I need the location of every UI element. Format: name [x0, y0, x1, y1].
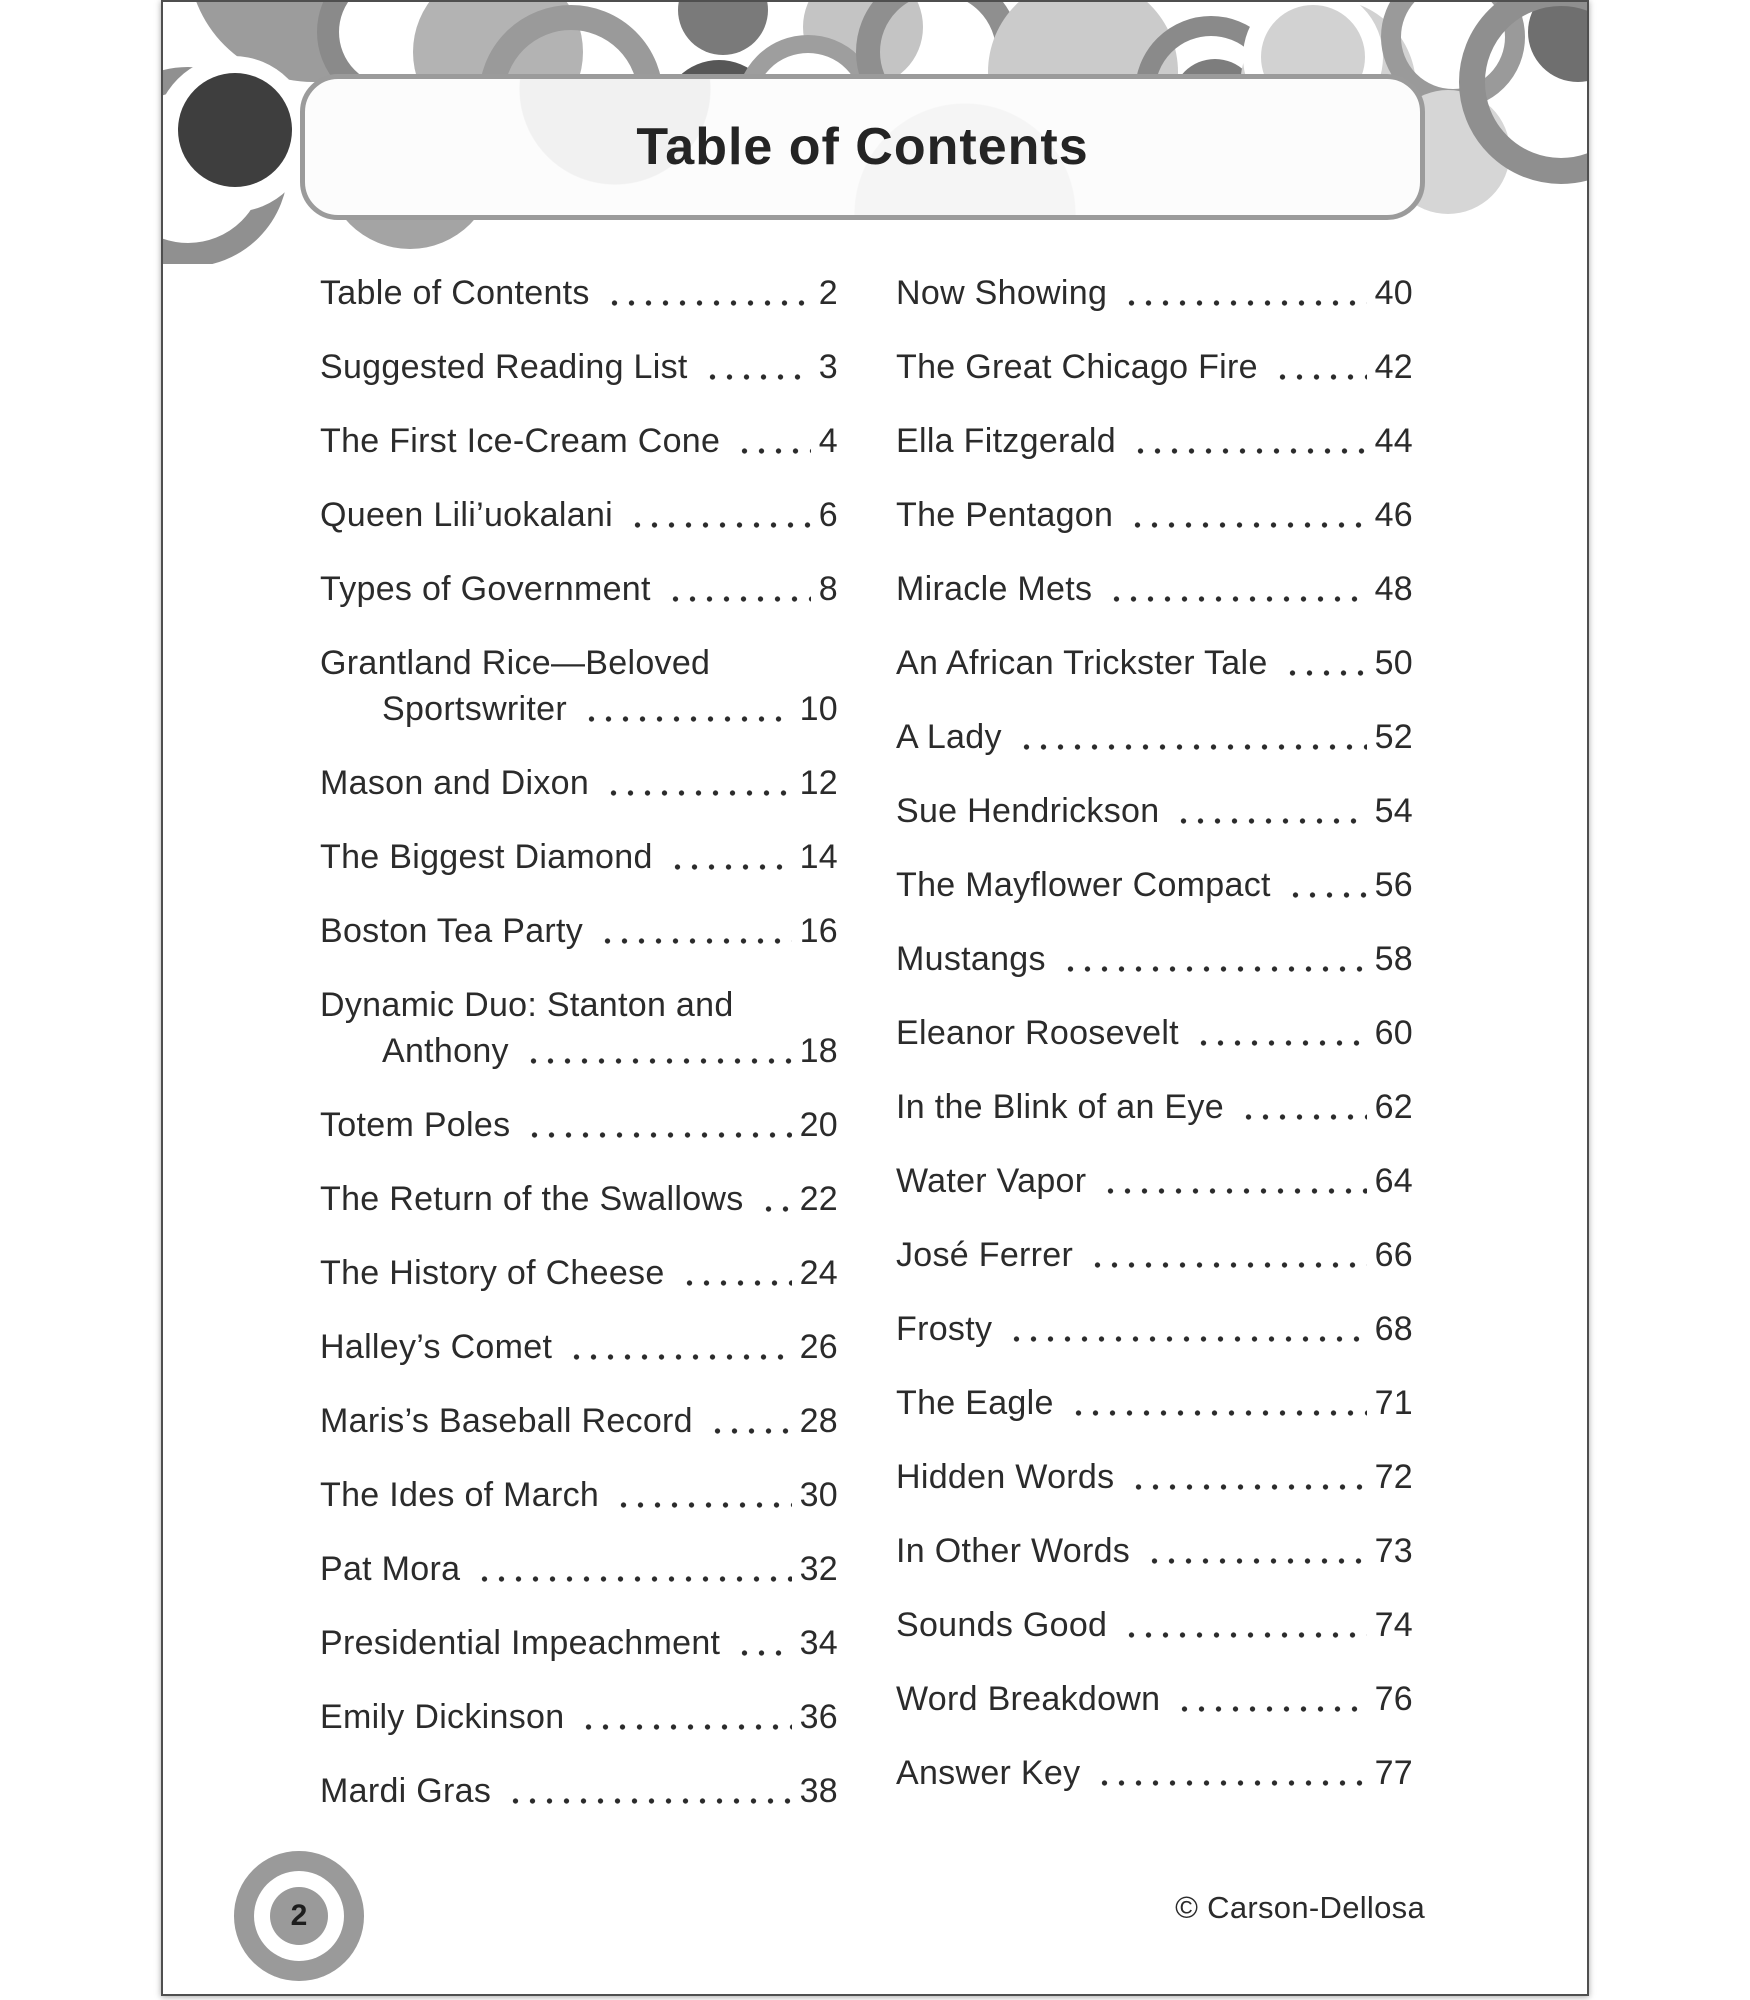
toc-entry-label: Anthony — [382, 1032, 509, 1070]
toc-entry — [320, 643, 838, 684]
toc-entry — [896, 1605, 1413, 1646]
toc-page-number: 54 — [1374, 792, 1413, 830]
toc-dot-leader — [1126, 1457, 1366, 1498]
toc-dot-leader — [579, 689, 792, 730]
toc-dot-leader — [1004, 1309, 1366, 1350]
page-number-badge — [270, 1887, 328, 1945]
toc-entry — [896, 717, 1413, 758]
toc-entry-label: The Pentagon — [896, 496, 1114, 534]
toc-entry-label: Sue Hendrickson — [896, 792, 1160, 830]
toc-page-number: 12 — [799, 764, 838, 802]
toc-dot-leader — [756, 1179, 792, 1220]
toc-dot-leader — [1119, 1605, 1366, 1646]
toc-page-number: 28 — [799, 1402, 838, 1440]
toc-entry-label: Hidden Words — [896, 1458, 1115, 1496]
toc-entry — [896, 1457, 1413, 1498]
toc-page-number: 52 — [1374, 718, 1413, 756]
toc-entry-label: Totem Poles — [320, 1106, 511, 1144]
toc-entry-label: Pat Mora — [320, 1550, 461, 1588]
toc-dot-leader — [472, 1549, 791, 1590]
toc-entry — [896, 1235, 1413, 1276]
toc-entry-label: Halley’s Comet — [320, 1328, 553, 1366]
toc-entry-label: The Ides of March — [320, 1476, 600, 1514]
toc-dot-leader — [625, 495, 811, 536]
toc-dot-leader — [503, 1771, 791, 1812]
toc-page-number: 50 — [1374, 644, 1413, 682]
toc-dot-leader — [732, 1623, 791, 1664]
toc-page-number: 71 — [1374, 1384, 1413, 1422]
toc-page-number: 14 — [799, 838, 838, 876]
page-title: Table of Contents — [636, 118, 1089, 176]
toc-entry-label: Queen Lili’uokalani — [320, 496, 614, 534]
toc-dot-leader — [1119, 273, 1366, 314]
toc-entry — [896, 1383, 1413, 1424]
toc-page-number: 30 — [799, 1476, 838, 1514]
toc-entry-label: Sounds Good — [896, 1606, 1108, 1644]
toc-entry-label: Emily Dickinson — [320, 1698, 565, 1736]
title-box — [300, 74, 1425, 220]
toc-entry-label: In the Blink of an Eye — [896, 1088, 1224, 1126]
toc-entry-label: The First Ice-Cream Cone — [320, 422, 721, 460]
toc-entry — [320, 1253, 838, 1294]
toc-entry — [320, 347, 838, 388]
toc-dot-leader — [1125, 495, 1366, 536]
toc-entry-label: Now Showing — [896, 274, 1108, 312]
toc-dot-leader — [663, 569, 811, 610]
toc-page-number: 72 — [1374, 1458, 1413, 1496]
toc-entry — [320, 911, 838, 952]
toc-page-number: 56 — [1374, 866, 1413, 904]
toc-page-number: 40 — [1374, 274, 1413, 312]
toc-dot-leader — [1066, 1383, 1367, 1424]
toc-dot-leader — [1014, 717, 1367, 758]
toc-entry-label: Eleanor Roosevelt — [896, 1014, 1179, 1052]
toc-page-number: 18 — [799, 1032, 838, 1070]
toc-page-number: 44 — [1374, 422, 1413, 460]
toc-dot-leader — [1092, 1753, 1366, 1794]
toc-page-number: 22 — [799, 1180, 838, 1218]
toc-entry — [320, 495, 838, 536]
toc-page-number: 6 — [818, 496, 838, 534]
toc-page-number: 77 — [1374, 1754, 1413, 1792]
toc-dot-leader — [1142, 1531, 1366, 1572]
decor-circle — [178, 73, 292, 187]
toc-entry-label: Presidential Impeachment — [320, 1624, 721, 1662]
toc-page-number: 48 — [1374, 570, 1413, 608]
toc-entry-label: José Ferrer — [896, 1236, 1074, 1274]
toc-page-number: 73 — [1374, 1532, 1413, 1570]
toc-entry — [896, 1753, 1413, 1794]
toc-page-number: 32 — [799, 1550, 838, 1588]
toc-entry-label: The History of Cheese — [320, 1254, 665, 1292]
toc-page-number: 24 — [799, 1254, 838, 1292]
toc-entry-label: The Eagle — [896, 1384, 1054, 1422]
toc-entry-label: Ella Fitzgerald — [896, 422, 1116, 460]
toc-page-number: 74 — [1374, 1606, 1413, 1644]
toc-entry-continued — [320, 689, 838, 730]
toc-column-left — [320, 273, 838, 1845]
toc-entry-label: Boston Tea Party — [320, 912, 584, 950]
toc-dot-leader — [611, 1475, 791, 1516]
toc-entry — [320, 1771, 838, 1812]
toc-entry — [896, 347, 1413, 388]
toc-page-number: 26 — [799, 1328, 838, 1366]
toc-page-number: 20 — [799, 1106, 838, 1144]
decor-circle — [678, 2, 768, 55]
toc-page-number: 68 — [1374, 1310, 1413, 1348]
toc-page-number: 62 — [1374, 1088, 1413, 1126]
toc-entry — [320, 569, 838, 610]
toc-entry — [896, 273, 1413, 314]
toc-entry — [320, 985, 838, 1026]
toc-dot-leader — [700, 347, 811, 388]
toc-page-number: 16 — [799, 912, 838, 950]
toc-entry-label: Water Vapor — [896, 1162, 1087, 1200]
toc-entry — [896, 939, 1413, 980]
toc-dot-leader — [601, 763, 791, 804]
toc-entry-label: Table of Contents — [320, 274, 590, 312]
toc-page-number: 66 — [1374, 1236, 1413, 1274]
toc-dot-leader — [705, 1401, 792, 1442]
book-page — [161, 0, 1589, 1996]
toc-entry — [320, 421, 838, 462]
toc-dot-leader — [1104, 569, 1366, 610]
toc-dot-leader — [665, 837, 792, 878]
toc-page-number: 2 — [818, 274, 838, 312]
toc-entry — [320, 1179, 838, 1220]
toc-dot-leader — [1058, 939, 1367, 980]
toc-entry-continued — [320, 1031, 838, 1072]
toc-entry-label: In Other Words — [896, 1532, 1131, 1570]
toc-dot-leader — [595, 911, 791, 952]
toc-page-number: 76 — [1374, 1680, 1413, 1718]
toc-dot-leader — [1172, 1679, 1366, 1720]
toc-entry-label: Dynamic Duo: Stanton and — [320, 986, 734, 1024]
toc-entry — [320, 1623, 838, 1664]
toc-entry-label: Sportswriter — [382, 690, 567, 728]
toc-entry-label: Word Breakdown — [896, 1680, 1161, 1718]
copyright-notice: © Carson-Dellosa — [1175, 1890, 1425, 1925]
toc-page-number: 8 — [818, 570, 838, 608]
toc-dot-leader — [732, 421, 811, 462]
toc-entry — [896, 643, 1413, 684]
toc-entry — [320, 1549, 838, 1590]
toc-entry-label: An African Trickster Tale — [896, 644, 1268, 682]
toc-dot-leader — [564, 1327, 791, 1368]
toc-entry-label: A Lady — [896, 718, 1002, 756]
toc-page-number: 3 — [818, 348, 838, 386]
toc-entry — [896, 865, 1413, 906]
toc-entry-label: The Great Chicago Fire — [896, 348, 1258, 386]
toc-entry-label: Mardi Gras — [320, 1772, 492, 1810]
toc-dot-leader — [1128, 421, 1367, 462]
toc-entry-label: Miracle Mets — [896, 570, 1093, 608]
toc-entry-label: Types of Government — [320, 570, 651, 608]
toc-page-number: 4 — [818, 422, 838, 460]
toc-page-number: 38 — [799, 1772, 838, 1810]
toc-dot-leader — [677, 1253, 792, 1294]
toc-page-number: 10 — [799, 690, 838, 728]
toc-entry — [896, 569, 1413, 610]
toc-page-number: 36 — [799, 1698, 838, 1736]
toc-entry-label: Suggested Reading List — [320, 348, 688, 386]
toc-page-number: 64 — [1374, 1162, 1413, 1200]
toc-dot-leader — [522, 1105, 791, 1146]
toc-dot-leader — [1280, 643, 1367, 684]
toc-entry-label: Frosty — [896, 1310, 993, 1348]
toc-entry-label: Maris’s Baseball Record — [320, 1402, 693, 1440]
toc-column-right — [896, 273, 1413, 1827]
toc-dot-leader — [1191, 1013, 1367, 1054]
toc-entry-label: Answer Key — [896, 1754, 1081, 1792]
page-number: 2 — [290, 1899, 308, 1932]
toc-page-number: 58 — [1374, 940, 1413, 978]
toc-entry-label: Mustangs — [896, 940, 1046, 978]
toc-entry — [320, 1475, 838, 1516]
toc-entry — [896, 1161, 1413, 1202]
toc-dot-leader — [521, 1031, 792, 1072]
toc-page-number: 60 — [1374, 1014, 1413, 1052]
toc-entry — [896, 1309, 1413, 1350]
toc-dot-leader — [1098, 1161, 1366, 1202]
toc-dot-leader — [1171, 791, 1366, 832]
toc-entry — [320, 837, 838, 878]
toc-entry-label: Mason and Dixon — [320, 764, 590, 802]
toc-page-number: 46 — [1374, 496, 1413, 534]
toc-entry — [896, 421, 1413, 462]
toc-entry — [320, 273, 838, 314]
toc-entry — [896, 1013, 1413, 1054]
toc-dot-leader — [602, 273, 811, 314]
toc-entry — [320, 1401, 838, 1442]
toc-entry — [320, 1105, 838, 1146]
toc-dot-leader — [1283, 865, 1367, 906]
toc-entry — [896, 1087, 1413, 1128]
toc-entry-label: The Biggest Diamond — [320, 838, 653, 876]
toc-page-number: 34 — [799, 1624, 838, 1662]
toc-dot-leader — [1236, 1087, 1367, 1128]
toc-dot-leader — [1085, 1235, 1366, 1276]
toc-entry-label: The Return of the Swallows — [320, 1180, 744, 1218]
toc-entry — [320, 1697, 838, 1738]
toc-dot-leader — [576, 1697, 791, 1738]
toc-entry-label: Grantland Rice—Beloved — [320, 644, 711, 682]
toc-entry-label: The Mayflower Compact — [896, 866, 1271, 904]
toc-entry — [896, 1531, 1413, 1572]
toc-dot-leader — [1270, 347, 1367, 388]
toc-entry — [320, 1327, 838, 1368]
toc-page-number: 42 — [1374, 348, 1413, 386]
toc-entry — [896, 495, 1413, 536]
toc-entry — [896, 1679, 1413, 1720]
toc-entry — [320, 763, 838, 804]
toc-entry — [896, 791, 1413, 832]
